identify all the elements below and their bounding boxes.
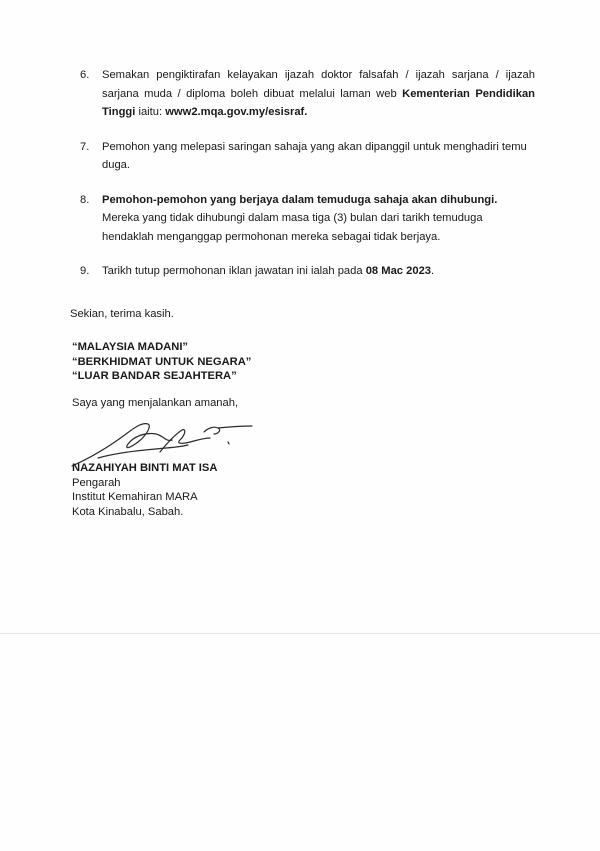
ministry-name: Kementerian Pendidikan Tinggi <box>102 87 536 118</box>
list-item <box>80 66 535 122</box>
closing-date: 08 Mac 2023 <box>365 265 432 277</box>
item-number: 8. <box>80 193 90 206</box>
signer-organization: Institut Kemahiran MARA <box>72 491 198 503</box>
item-text-part: . <box>431 265 435 277</box>
list-item <box>80 262 535 281</box>
item-number: 9. <box>80 265 90 277</box>
item-bold-statement: Pemohon-pemohon yang berjaya dalam temuduga sahaja akan dihubungi. <box>102 193 498 206</box>
item-text: Pemohon yang melepasi saringan sahaja yang akan dipanggil untuk menghadiri temu duga. <box>102 140 527 171</box>
item-text <box>102 66 535 122</box>
item-text <box>102 191 535 247</box>
item-text-part: Tarikh tutup permohonan iklan jawatan ini ialah pada <box>102 265 366 277</box>
signer-title: Pengarah <box>72 476 121 489</box>
closing-greeting: Sekian, terima kasih. <box>70 308 174 320</box>
motto-line: “BERKHIDMAT UNTUK NEGARA” <box>72 355 252 368</box>
numbered-list <box>80 66 535 297</box>
item-text-part: iaitu: <box>135 106 166 118</box>
item-number: 7. <box>80 140 90 153</box>
list-item <box>80 191 535 247</box>
page-fold-line <box>0 633 600 634</box>
list-item <box>80 138 535 175</box>
item-text-part: Mereka yang tidak dihubungi dalam masa tiga (3) bulan dari tarikh temuduga hendaklah menganggap permohonan mereka sebagai tidak berjaya. <box>102 212 483 243</box>
signer-name: NAZAHIYAH BINTI MAT ISA <box>72 462 218 474</box>
signer-location: Kota Kinabalu, Sabah. <box>72 505 184 518</box>
signer-block <box>72 461 217 519</box>
motto-block <box>72 340 251 384</box>
item-text-part: Semakan pengiktirafan kelayakan ijazah doktor falsafah / ijazah sarjana / ijazah sarjana muda / diploma boleh dibuat melalui laman web <box>102 69 535 100</box>
item-number: 6. <box>80 69 90 81</box>
mqa-website: www2.mqa.gov.my/esisraf. <box>165 106 308 118</box>
item-text <box>102 262 535 281</box>
motto-line: “LUAR BANDAR SEJAHTERA” <box>72 370 237 382</box>
motto-line: “MALAYSIA MADANI” <box>72 341 189 353</box>
amanah-line: Saya yang menjalankan amanah, <box>72 397 239 409</box>
